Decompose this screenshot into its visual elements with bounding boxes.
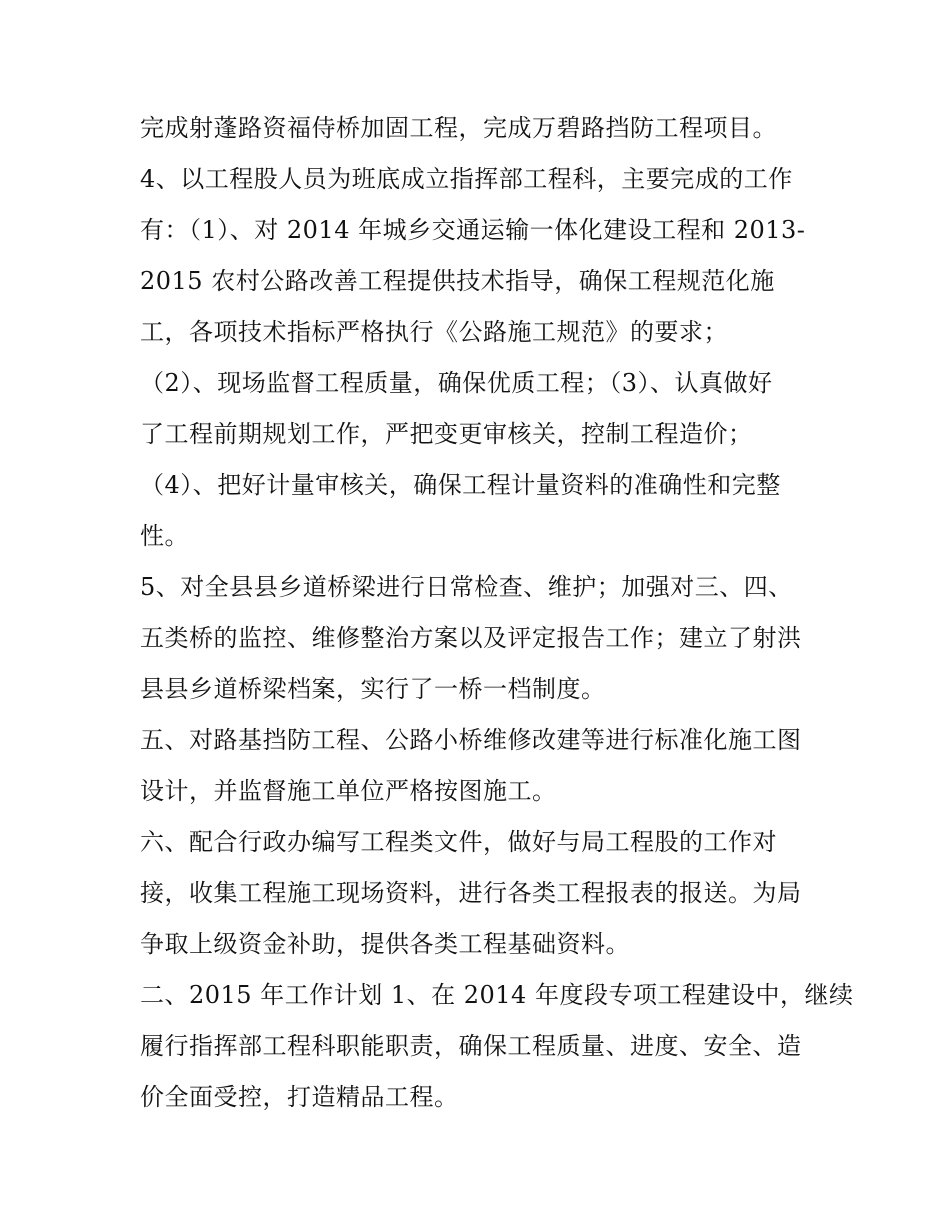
text-line: 2015 农村公路改善工程提供技术指导，确保工程规范化施 — [140, 267, 775, 295]
text-line: 5、对全县县乡道桥梁进行日常检查、维护；加强对三、四、 — [140, 573, 793, 601]
text-line: 有：（1）、对 2014 年城乡交通运输一体化建设工程和 2013- — [140, 216, 806, 244]
text-line: 4、以工程股人员为班底成立指挥部工程科，主要完成的工作 — [140, 165, 793, 193]
text-line: 五类桥的监控、维修整治方案以及评定报告工作；建立了射洪 — [140, 624, 802, 652]
text-line: 性。 — [140, 522, 189, 550]
text-line: 价全面受控，打造精品工程。 — [140, 1083, 459, 1111]
text-line: 县县乡道桥梁档案，实行了一桥一档制度。 — [140, 675, 606, 703]
text-line: （4）、把好计量审核关，确保工程计量资料的准确性和完整 — [140, 471, 781, 499]
text-line: 完成射蓬路资福侍桥加固工程，完成万碧路挡防工程项目。 — [140, 114, 777, 142]
text-line: 争取上级资金补助，提供各类工程基础资料。 — [140, 930, 630, 958]
text-line: 六、配合行政办编写工程类文件，做好与局工程股的工作对 — [140, 828, 777, 856]
text-line: 接，收集工程施工现场资料，进行各类工程报表的报送。为局 — [140, 879, 802, 907]
text-line: 设计，并监督施工单位严格按图施工。 — [140, 777, 557, 805]
text-line: （2）、现场监督工程质量，确保优质工程；（3）、认真做好 — [140, 369, 773, 397]
text-line: 五、对路基挡防工程、公路小桥维修改建等进行标准化施工图 — [140, 726, 802, 754]
text-line: 履行指挥部工程科职能职责，确保工程质量、进度、安全、造 — [140, 1032, 802, 1060]
text-line: 工，各项技术指标严格执行《公路施工规范》的要求； — [140, 318, 728, 346]
text-line: 二、2015 年工作计划 1、在 2014 年度段专项工程建设中，继续 — [140, 981, 854, 1009]
text-line: 了工程前期规划工作，严把变更审核关，控制工程造价； — [140, 420, 753, 448]
